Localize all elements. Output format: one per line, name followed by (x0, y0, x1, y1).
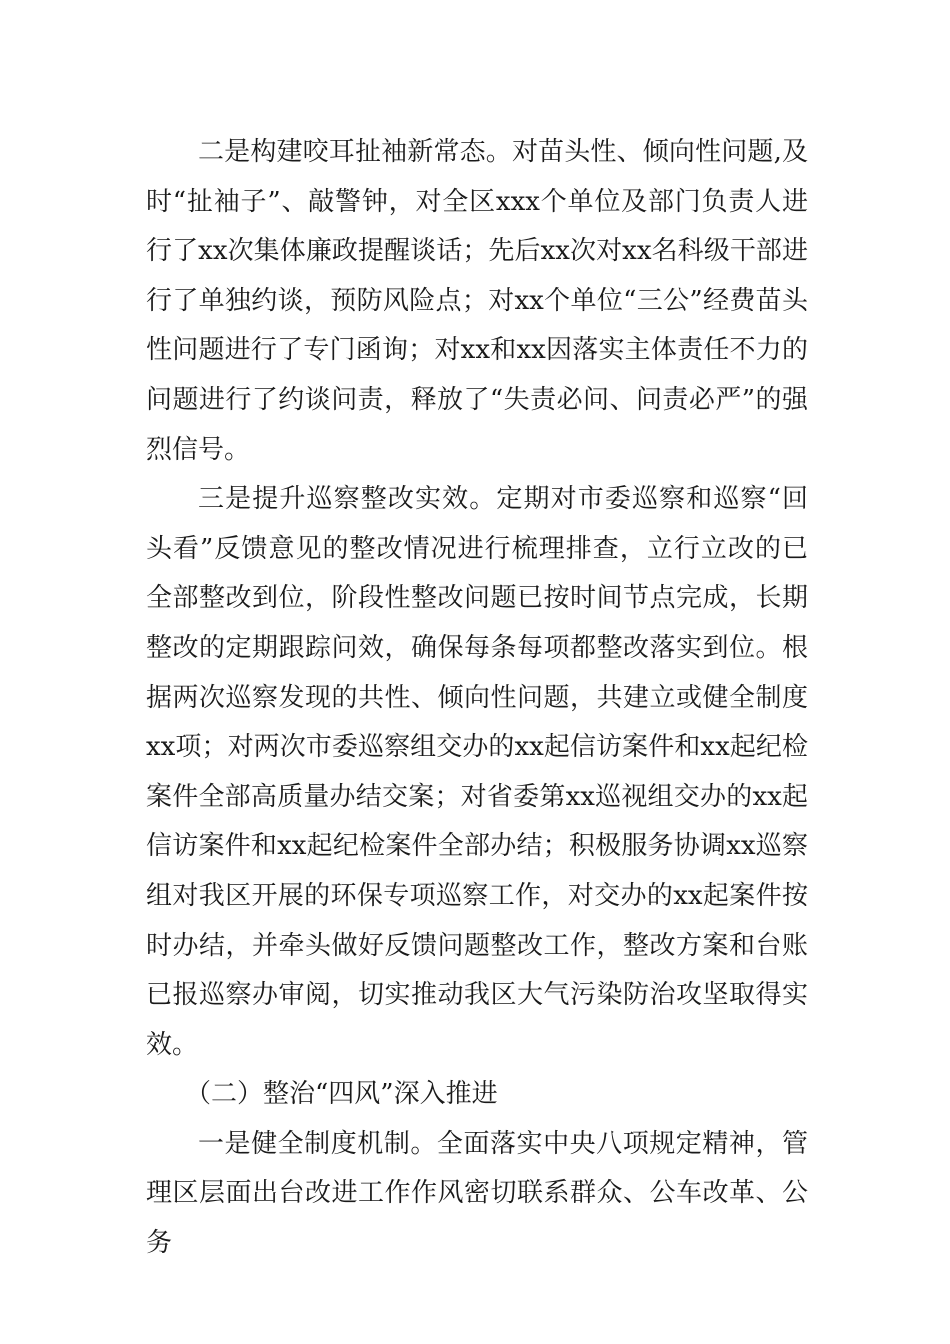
paragraph-point-two: 二是构建咬耳扯袖新常态。对苗头性、倾向性问题,及时“扯袖子”、敲警钟，对全区xxx个单位及部门负责人进行了xx次集体廉政提醒谈话；先后xx次对xx名科级干部进行了单独约谈，预防风险点；对xx个单位“三公”经费苗头性问题进行了专门函询；对xx和xx因落实主体责任不力的问题进行了约谈问责，释放了“失责必问、问责必严”的强烈信号。 (146, 137, 808, 465)
paragraph-point-three: 三是提升巡察整改实效。定期对市委巡察和巡察“回头看”反馈意见的整改情况进行梳理排查，立行立改的已全部整改到位，阶段性整改问题已按时间节点完成，长期整改的定期跟踪问效，确保每条每项都整改落实到位。根据两次巡察发现的共性、倾向性问题，共建立或健全制度xx项；对两次市委巡察组交办的xx起信访案件和xx起纪检案件全部高质量办结交案；对省委第xx巡视组交办的xx起信访案件和xx起纪检案件全部办结；积极服务协调xx巡察组对我区开展的环保专项巡察工作，对交办的xx起案件按时办结，并牵头做好反馈问题整改工作，整改方案和台账已报巡察办审阅，切实推动我区大气污染防治攻坚取得实效。 (146, 484, 808, 1060)
paragraph-point-one-truncated: 一是健全制度机制。全面落实中央八项规定精神，管理区层面出台改进工作作风密切联系群众、公车改革、公务 (146, 1128, 808, 1259)
document-body (146, 128, 808, 1269)
section-heading: （二）整治“四风”深入推进 (185, 1079, 498, 1110)
